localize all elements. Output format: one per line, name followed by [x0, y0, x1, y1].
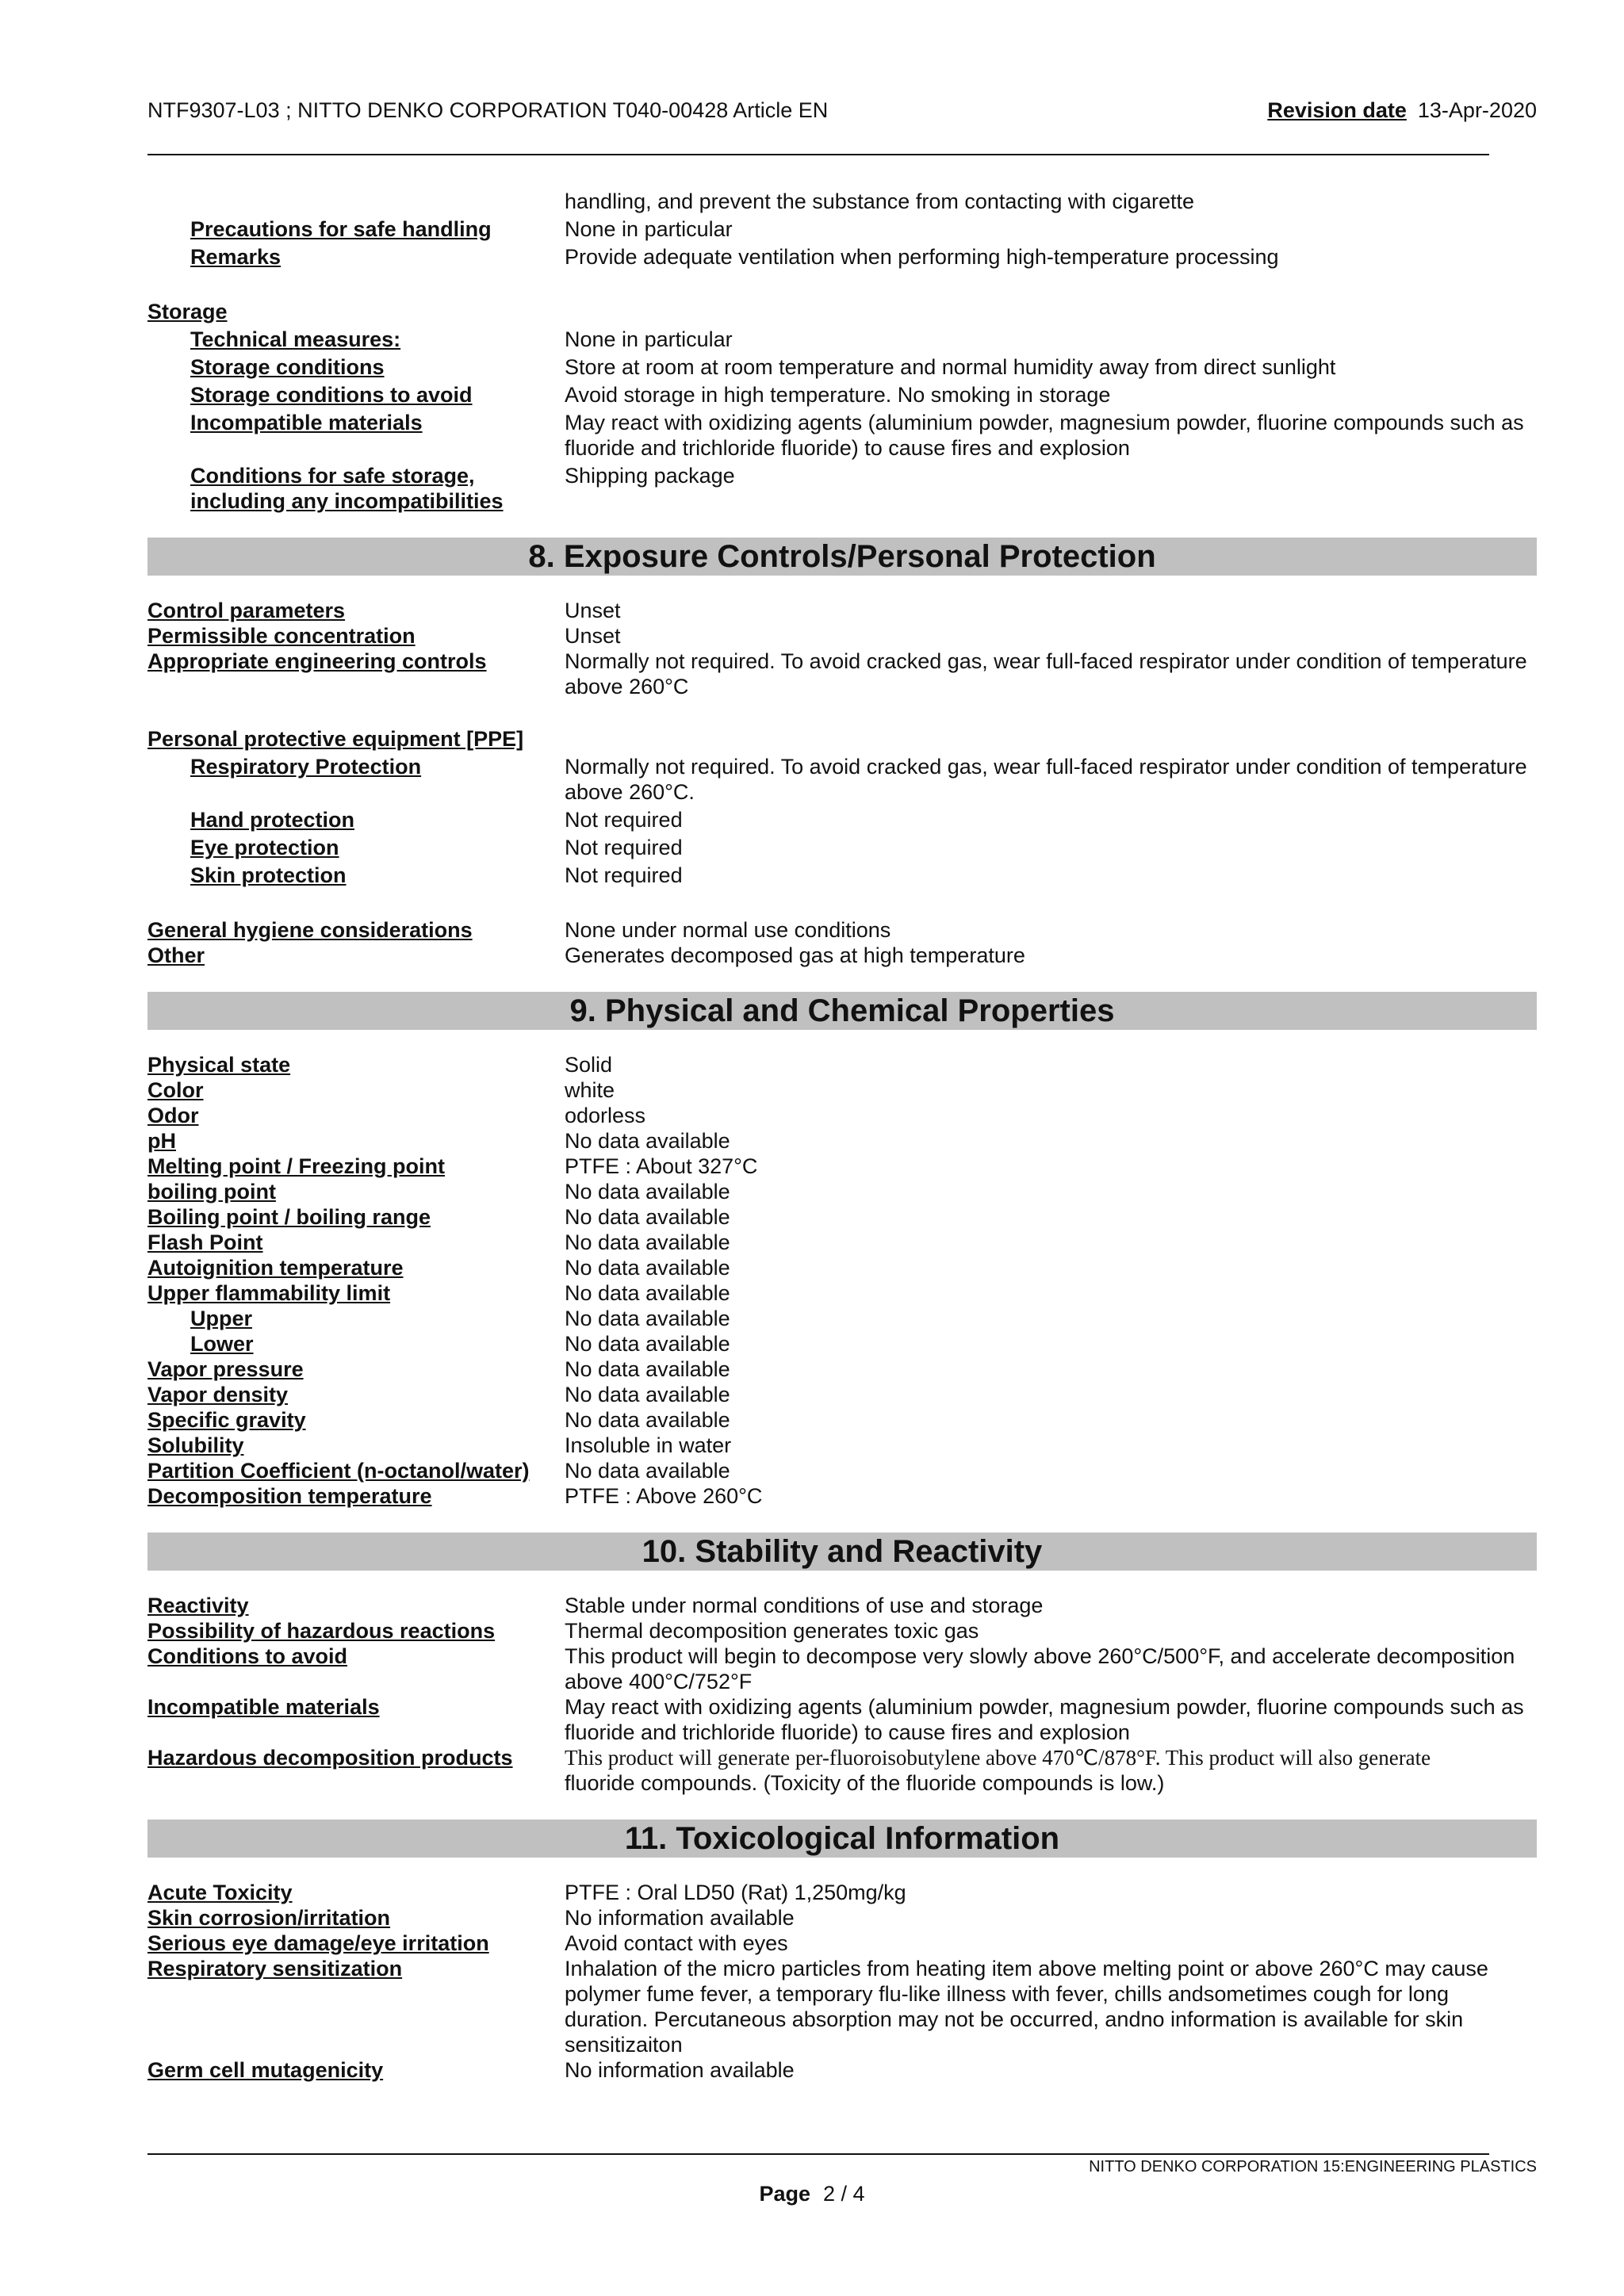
- field-row: [147, 1644, 1537, 1694]
- property-row: [147, 1052, 1537, 1077]
- field-value: Avoid contact with eyes: [565, 1931, 788, 1955]
- property-value: No data available: [565, 1129, 730, 1153]
- field-row: [147, 410, 1537, 461]
- property-label: Boiling point / boiling range: [147, 1205, 431, 1229]
- field-value: Avoid storage in high temperature. No smoking in storage: [565, 383, 1111, 407]
- property-label: Flash Point: [147, 1230, 263, 1254]
- property-row: [147, 1483, 1537, 1509]
- property-label: Lower: [190, 1332, 254, 1356]
- field-row: [147, 1956, 1537, 2057]
- property-row: [147, 1128, 1537, 1154]
- field-label: Skin corrosion/irritation: [147, 1906, 391, 1930]
- property-value: No data available: [565, 1256, 730, 1280]
- field-label: Remarks: [190, 245, 282, 269]
- property-value: No data available: [565, 1230, 730, 1254]
- property-value: No data available: [565, 1180, 730, 1203]
- property-row: [147, 1382, 1537, 1407]
- field-label: Incompatible materials: [147, 1695, 380, 1719]
- property-label: boiling point: [147, 1180, 276, 1203]
- property-value: No data available: [565, 1307, 730, 1330]
- property-value: No data available: [565, 1332, 730, 1356]
- field-value: Generates decomposed gas at high temperature: [565, 943, 1025, 967]
- property-value: No data available: [565, 1205, 730, 1229]
- field-label: Technical measures:: [190, 327, 401, 351]
- field-row: [147, 244, 1537, 270]
- field-value: [565, 1745, 1537, 1796]
- property-row: [147, 1280, 1537, 1306]
- hazard-text-rest: fluoride compounds. (Toxicity of the fluoride compounds is low.): [565, 1771, 1165, 1795]
- header-document-id: NTF9307-L03 ; NITTO DENKO CORPORATION T040-00428 Article EN: [147, 98, 829, 122]
- property-label: Decomposition temperature: [147, 1484, 432, 1508]
- property-row: [147, 1433, 1537, 1458]
- field-value: Thermal decomposition generates toxic gas: [565, 1619, 979, 1643]
- field-value: Unset: [565, 599, 621, 622]
- property-row: [147, 1154, 1537, 1179]
- property-value: No data available: [565, 1383, 730, 1406]
- field-row: [147, 1593, 1537, 1618]
- field-label: Precautions for safe handling: [190, 217, 492, 241]
- field-row: [147, 1905, 1537, 1931]
- field-label: Skin protection: [190, 863, 347, 887]
- property-row: [147, 1103, 1537, 1128]
- property-value: No data available: [565, 1281, 730, 1305]
- property-label: Autoignition temperature: [147, 1256, 404, 1280]
- field-row: [147, 1880, 1537, 1905]
- field-label: Reactivity: [147, 1594, 249, 1617]
- field-row: [147, 917, 1537, 943]
- field-label: Other: [147, 943, 205, 967]
- property-label: Physical state: [147, 1053, 291, 1077]
- property-row: [147, 1255, 1537, 1280]
- property-value: No data available: [565, 1408, 730, 1432]
- field-value: Shipping package: [565, 464, 735, 488]
- property-label: pH: [147, 1129, 176, 1153]
- field-label: Storage conditions: [190, 355, 385, 379]
- field-value: None under normal use conditions: [565, 918, 891, 942]
- field-value: Normally not required. To avoid cracked gas, wear full-faced respirator under condition of temperature above 260°C.: [565, 755, 1527, 804]
- section-heading-8: 8. Exposure Controls/Personal Protection: [147, 538, 1537, 576]
- field-row: [147, 649, 1537, 699]
- header-rule: [147, 154, 1489, 155]
- property-value: No data available: [565, 1357, 730, 1381]
- section-11-body: [147, 1880, 1537, 2083]
- page-value: 2 / 4: [823, 2182, 865, 2206]
- property-value: Solid: [565, 1053, 613, 1077]
- field-label: Appropriate engineering controls: [147, 649, 487, 673]
- storage-block: [147, 299, 1537, 514]
- property-value: No data available: [565, 1459, 730, 1483]
- field-value: Provide adequate ventilation when performing high-temperature processing: [565, 245, 1279, 269]
- field-value: Not required: [565, 808, 683, 832]
- property-label: Vapor density: [147, 1383, 289, 1406]
- field-value: Stable under normal conditions of use and storage: [565, 1594, 1044, 1617]
- field-row: [147, 216, 1537, 242]
- header-revision: [1267, 98, 1537, 123]
- footer-page-number: [0, 2182, 1624, 2206]
- ppe-heading-row: [147, 726, 1537, 752]
- section-9-body: [147, 1052, 1537, 1509]
- field-label: Respiratory Protection: [190, 755, 422, 779]
- field-row: [147, 1745, 1537, 1796]
- section-heading-11: 11. Toxicological Information: [147, 1820, 1537, 1858]
- revision-label: Revision date: [1267, 98, 1407, 122]
- revision-date: 13-Apr-2020: [1417, 98, 1537, 122]
- property-row: [147, 1458, 1537, 1483]
- field-label: Incompatible materials: [190, 411, 423, 434]
- field-label: Control parameters: [147, 599, 346, 622]
- field-value: Not required: [565, 836, 683, 859]
- property-value: Insoluble in water: [565, 1433, 732, 1457]
- field-row: [147, 754, 1537, 805]
- field-label: Storage conditions to avoid: [190, 383, 473, 407]
- field-value: May react with oxidizing agents (aluminium powder, magnesium powder, fluorine compounds such as fluoride and trichloride fluoride) to cause fires and explosion: [565, 411, 1524, 460]
- property-row: [147, 1357, 1537, 1382]
- field-label: Serious eye damage/eye irritation: [147, 1931, 489, 1955]
- field-row: [147, 463, 1537, 514]
- field-row: [147, 943, 1537, 968]
- field-value: No information available: [565, 1906, 795, 1930]
- field-label: Hand protection: [190, 808, 354, 832]
- field-value: None in particular: [565, 327, 733, 351]
- hazard-text-serif: This product will generate per-fluoroisobutylene above 470℃/878°F. This product will also generate: [565, 1746, 1431, 1770]
- field-value: May react with oxidizing agents (aluminium powder, magnesium powder, fluorine compounds such as fluoride and trichloride fluoride) to cause fires and explosion: [565, 1695, 1524, 1744]
- property-label: Color: [147, 1078, 204, 1102]
- section-8-body: [147, 598, 1537, 968]
- field-value: handling, and prevent the substance from contacting with cigarette: [565, 189, 1194, 213]
- property-value: odorless: [565, 1104, 646, 1127]
- field-label: General hygiene considerations: [147, 918, 473, 942]
- field-row: [147, 1618, 1537, 1644]
- ppe-heading: Personal protective equipment [PPE]: [147, 727, 524, 751]
- property-label: Partition Coefficient (n-octanol/water): [147, 1459, 530, 1483]
- field-value: Normally not required. To avoid cracked gas, wear full-faced respirator under condition of temperature above 260°C: [565, 649, 1527, 698]
- property-label: Solubility: [147, 1433, 244, 1457]
- page-label: Page: [759, 2182, 810, 2206]
- field-row: [147, 807, 1537, 832]
- property-label: Melting point / Freezing point: [147, 1154, 445, 1178]
- field-row: [147, 1694, 1537, 1745]
- field-label: Possibility of hazardous reactions: [147, 1619, 496, 1643]
- field-row: [147, 354, 1537, 380]
- property-value: PTFE : Above 260°C: [565, 1484, 763, 1508]
- property-label: Specific gravity: [147, 1408, 306, 1432]
- property-value: white: [565, 1078, 615, 1102]
- section-heading-9: 9. Physical and Chemical Properties: [147, 992, 1537, 1030]
- section-10-body: [147, 1593, 1537, 1796]
- storage-heading-row: [147, 299, 1537, 324]
- field-value: None in particular: [565, 217, 733, 241]
- field-label: Permissible concentration: [147, 624, 416, 648]
- field-value: Store at room at room temperature and normal humidity away from direct sunlight: [565, 355, 1336, 379]
- field-value: No information available: [565, 2058, 795, 2082]
- field-value: PTFE : Oral LD50 (Rat) 1,250mg/kg: [565, 1881, 906, 1904]
- field-value: This product will begin to decompose very slowly above 260°C/500°F, and accelerate decomposition above 400°C/752°F: [565, 1644, 1515, 1693]
- field-row: [147, 382, 1537, 408]
- field-value: Inhalation of the micro particles from heating item above melting point or above 260°C may cause polymer fume fever, a temporary flu-like illness with fever, chills andsometimes cough for long duration. Percutaneous absorption may not be occurred, andno information is available for skin sensitizaiton: [565, 1957, 1488, 2057]
- field-label: Conditions for safe storage, including any incompatibilities: [190, 464, 504, 513]
- field-label: Germ cell mutagenicity: [147, 2058, 384, 2082]
- property-row: [147, 1179, 1537, 1204]
- property-row: [147, 1331, 1537, 1357]
- field-row: [147, 189, 1537, 214]
- property-row: [147, 1077, 1537, 1103]
- property-row: [147, 1204, 1537, 1230]
- storage-heading: Storage: [147, 300, 228, 323]
- property-label: Vapor pressure: [147, 1357, 304, 1381]
- property-label: Upper: [190, 1307, 253, 1330]
- property-label: Odor: [147, 1104, 199, 1127]
- footer-company: NITTO DENKO CORPORATION 15:ENGINEERING PLASTICS: [1089, 2158, 1537, 2175]
- field-row: [147, 327, 1537, 352]
- field-row: [147, 2057, 1537, 2083]
- field-row: [147, 1931, 1537, 1956]
- field-row: [147, 598, 1537, 623]
- field-label: Respiratory sensitization: [147, 1957, 403, 1980]
- footer-rule: [147, 2153, 1489, 2155]
- property-label: Upper flammability limit: [147, 1281, 391, 1305]
- property-row: [147, 1407, 1537, 1433]
- field-label: Conditions to avoid: [147, 1644, 347, 1668]
- field-row: [147, 863, 1537, 888]
- document-body: [147, 189, 1537, 2083]
- field-value: Unset: [565, 624, 621, 648]
- field-label: Hazardous decomposition products: [147, 1746, 513, 1770]
- handling-continuation: [147, 189, 1537, 270]
- field-row: [147, 835, 1537, 860]
- field-label: Acute Toxicity: [147, 1881, 293, 1904]
- section-heading-10: 10. Stability and Reactivity: [147, 1533, 1537, 1571]
- field-row: [147, 623, 1537, 649]
- field-value: Not required: [565, 863, 683, 887]
- property-row: [147, 1230, 1537, 1255]
- field-label: Eye protection: [190, 836, 339, 859]
- property-row: [147, 1306, 1537, 1331]
- property-value: PTFE : About 327°C: [565, 1154, 758, 1178]
